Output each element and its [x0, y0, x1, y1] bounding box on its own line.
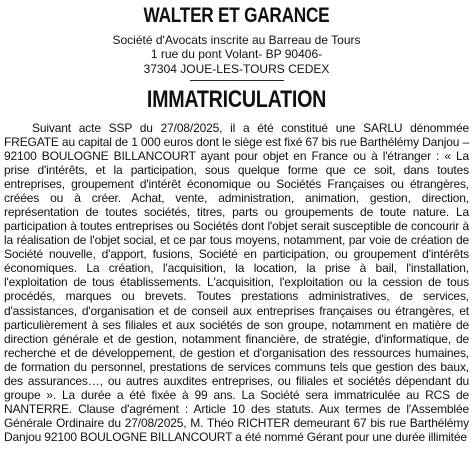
- firm-name: WALTER ET GARANCE: [143, 4, 330, 27]
- header-divider: [190, 80, 284, 81]
- firm-description: Société d'Avocats inscrite au Barreau de Tours: [112, 33, 361, 47]
- firm-city-address: 37304 JOUE-LES-TOURS CEDEX: [143, 61, 330, 76]
- firm-address-block: [4, 33, 469, 76]
- notice-body: Suivant acte SSP du 27/08/2025, il a été constitué une SARLU dénommée FREGATE au capital de 1 000 euros dont le siège est fixé 67 bis rue Barthélémy Danjou – 92100 BOULOGNE BILLANCOURT ayant pour objet en France ou à l'étranger : « La prise d'intérêts, et la participation, sous quelque forme que ce soit, dans toutes entreprises, groupement d'intérêt économique ou Sociétés Françaises ou étrangères, créées ou à créer. Achat, vente, administration, animation, gestion, direction, représentation de toutes sociétés, titres, parts ou groupements de toute nature. La participation à toutes entreprises ou Sociétés dont l'objet serait susceptible de concourir à la réalisation de l'objet social, et ce par tous moyens, notamment, par voie de création de Société nouvelle, d'apport, fusions, Société en participation, ou groupement d'intérêts économiques. La création, l'acquisition, la location, la prise à bail, l'installation, l'exploitation de tous établissements. L'acquisition, l'exploitation ou la cession de tous procédés, marques ou brevets. Toutes prestations administratives, de services, d'assistances, d'organisation et de conseil aux entreprises françaises ou étrangères, et particulièrement à ses filiales et aux sociétés de son groupe, notamment en matière de direction générale et de gestion, notamment financière, de stratégie, d'informatique, de recherche et de développement, de gestion et d'organisation des ressources humaines, de formation du personnel, prestations de services communs tels que gestion des baux, des assurances…, ou autres auxdites entreprises, ou filiales et sociétés dépendant du groupe ». La durée a été fixée à 99 ans. La Société sera immatriculée au RCS de NANTERRE. Clause d'agrément : Article 10 des statuts. Aux termes de l'Assemblée Générale Ordinaire du 27/08/2025, M. Théo RICHTER demeurant 67 bis rue Barthélémy Danjou 92100 BOULOGNE BILLANCOURT a été nommé Gérant pour une durée illimitée: [4, 120, 469, 444]
- notice-title: IMMATRICULATION: [146, 85, 327, 113]
- firm-street-address: 1 rue du pont Volant- BP 90406-: [150, 47, 323, 62]
